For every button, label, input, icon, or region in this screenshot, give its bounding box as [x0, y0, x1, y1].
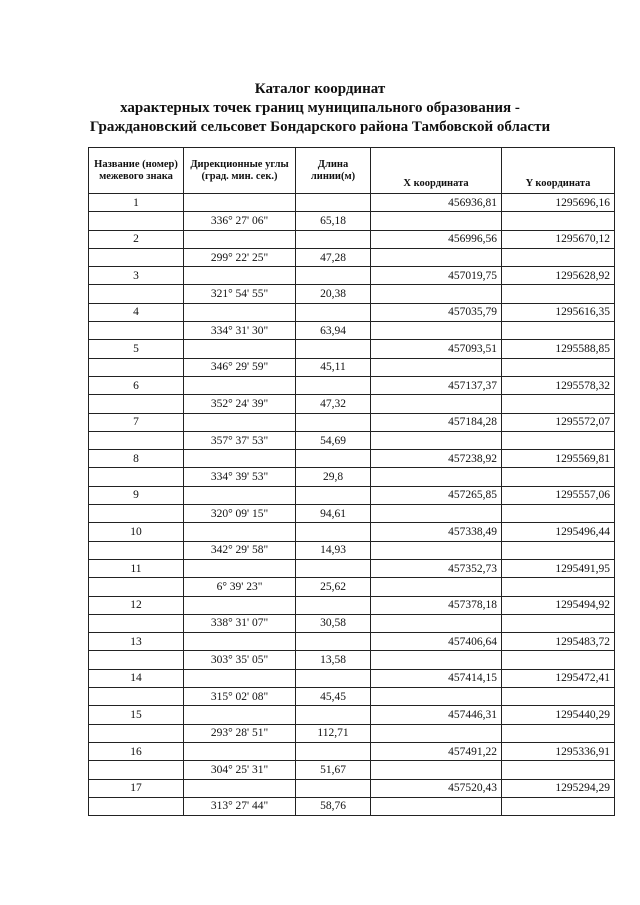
cell-direction-angle: 334° 39' 53" — [184, 468, 296, 486]
cell-x-coordinate — [371, 761, 502, 779]
cell-x-coordinate: 457520,43 — [371, 779, 502, 797]
table-row — [89, 212, 615, 230]
cell-direction-angle: 321° 54' 55" — [184, 285, 296, 303]
cell-direction-angle: 336° 27' 06" — [184, 212, 296, 230]
cell-y-coordinate — [502, 541, 615, 559]
cell-direction-angle — [184, 413, 296, 431]
header-angle: Дирекционные углы (град. мин. сек.) — [184, 148, 296, 194]
cell-marker-name — [89, 212, 184, 230]
title-line-1: Каталог координат — [254, 81, 386, 97]
cell-line-length — [296, 742, 371, 760]
table-row — [89, 248, 615, 266]
table-row — [89, 559, 615, 577]
cell-direction-angle — [184, 596, 296, 614]
cell-marker-name — [89, 688, 184, 706]
cell-y-coordinate — [502, 797, 615, 815]
cell-y-coordinate: 1295670,12 — [502, 230, 615, 248]
cell-y-coordinate — [502, 248, 615, 266]
cell-line-length: 20,38 — [296, 285, 371, 303]
cell-line-length — [296, 230, 371, 248]
cell-direction-angle — [184, 742, 296, 760]
cell-marker-name: 16 — [89, 742, 184, 760]
cell-y-coordinate — [502, 212, 615, 230]
cell-x-coordinate: 457137,37 — [371, 376, 502, 394]
table-row — [89, 340, 615, 358]
cell-direction-angle — [184, 303, 296, 321]
cell-marker-name: 3 — [89, 267, 184, 285]
cell-y-coordinate: 1295440,29 — [502, 706, 615, 724]
cell-line-length — [296, 633, 371, 651]
table-row — [89, 230, 615, 248]
table-row — [89, 450, 615, 468]
cell-y-coordinate — [502, 395, 615, 413]
cell-marker-name — [89, 761, 184, 779]
cell-x-coordinate — [371, 395, 502, 413]
coordinates-catalog-table — [88, 147, 615, 816]
table-row — [89, 468, 615, 486]
cell-line-length — [296, 413, 371, 431]
cell-x-coordinate: 457184,28 — [371, 413, 502, 431]
cell-line-length: 51,67 — [296, 761, 371, 779]
table-row — [89, 285, 615, 303]
cell-direction-angle — [184, 450, 296, 468]
cell-y-coordinate: 1295472,41 — [502, 669, 615, 687]
cell-marker-name: 8 — [89, 450, 184, 468]
cell-line-length — [296, 303, 371, 321]
cell-x-coordinate: 457446,31 — [371, 706, 502, 724]
table-row — [89, 596, 615, 614]
cell-line-length: 47,28 — [296, 248, 371, 266]
cell-direction-angle — [184, 194, 296, 212]
cell-y-coordinate: 1295588,85 — [502, 340, 615, 358]
cell-direction-angle — [184, 267, 296, 285]
cell-direction-angle: 293° 28' 51" — [184, 724, 296, 742]
cell-y-coordinate: 1295572,07 — [502, 413, 615, 431]
cell-y-coordinate — [502, 505, 615, 523]
cell-x-coordinate — [371, 248, 502, 266]
cell-marker-name — [89, 285, 184, 303]
cell-line-length — [296, 669, 371, 687]
cell-direction-angle — [184, 669, 296, 687]
cell-direction-angle: 338° 31' 07" — [184, 614, 296, 632]
table-row — [89, 523, 615, 541]
cell-line-length: 45,11 — [296, 358, 371, 376]
cell-y-coordinate — [502, 688, 615, 706]
cell-marker-name — [89, 614, 184, 632]
table-row — [89, 797, 615, 815]
cell-line-length: 14,93 — [296, 541, 371, 559]
cell-x-coordinate — [371, 541, 502, 559]
cell-x-coordinate — [371, 212, 502, 230]
cell-line-length: 63,94 — [296, 322, 371, 340]
title-line-2: характерных точек границ муниципального образования - — [120, 100, 520, 116]
cell-x-coordinate: 457352,73 — [371, 559, 502, 577]
table-row — [89, 706, 615, 724]
cell-x-coordinate: 457406,64 — [371, 633, 502, 651]
cell-line-length — [296, 450, 371, 468]
header-y-coordinate: Y координата — [502, 148, 615, 194]
cell-x-coordinate — [371, 285, 502, 303]
cell-x-coordinate — [371, 358, 502, 376]
cell-line-length: 25,62 — [296, 578, 371, 596]
cell-x-coordinate: 456996,56 — [371, 230, 502, 248]
cell-marker-name: 14 — [89, 669, 184, 687]
cell-marker-name: 17 — [89, 779, 184, 797]
table-row — [89, 614, 615, 632]
cell-marker-name: 2 — [89, 230, 184, 248]
cell-marker-name: 10 — [89, 523, 184, 541]
cell-marker-name — [89, 431, 184, 449]
document-title — [0, 80, 640, 137]
cell-marker-name — [89, 322, 184, 340]
cell-marker-name: 11 — [89, 559, 184, 577]
cell-x-coordinate — [371, 797, 502, 815]
header-name: Название (номер) межевого знака — [89, 148, 184, 194]
cell-x-coordinate: 457265,85 — [371, 486, 502, 504]
table-header-row — [89, 148, 615, 194]
cell-line-length: 54,69 — [296, 431, 371, 449]
cell-direction-angle: 342° 29' 58" — [184, 541, 296, 559]
cell-marker-name — [89, 797, 184, 815]
table-row — [89, 395, 615, 413]
cell-line-length: 45,45 — [296, 688, 371, 706]
cell-marker-name: 6 — [89, 376, 184, 394]
cell-marker-name — [89, 541, 184, 559]
table-row — [89, 322, 615, 340]
cell-x-coordinate: 456936,81 — [371, 194, 502, 212]
cell-marker-name — [89, 724, 184, 742]
cell-y-coordinate — [502, 761, 615, 779]
table-row — [89, 742, 615, 760]
cell-line-length — [296, 194, 371, 212]
cell-line-length: 30,58 — [296, 614, 371, 632]
cell-line-length: 94,61 — [296, 505, 371, 523]
table-row — [89, 358, 615, 376]
header-length: Длина линии(м) — [296, 148, 371, 194]
cell-line-length — [296, 706, 371, 724]
cell-x-coordinate: 457414,15 — [371, 669, 502, 687]
cell-line-length — [296, 376, 371, 394]
cell-direction-angle — [184, 559, 296, 577]
cell-direction-angle: 315° 02' 08" — [184, 688, 296, 706]
cell-direction-angle: 346° 29' 59" — [184, 358, 296, 376]
cell-line-length: 112,71 — [296, 724, 371, 742]
cell-y-coordinate: 1295578,32 — [502, 376, 615, 394]
cell-y-coordinate: 1295628,92 — [502, 267, 615, 285]
cell-x-coordinate — [371, 578, 502, 596]
cell-x-coordinate — [371, 651, 502, 669]
cell-marker-name — [89, 395, 184, 413]
table-row — [89, 486, 615, 504]
cell-marker-name — [89, 578, 184, 596]
cell-direction-angle: 299° 22' 25" — [184, 248, 296, 266]
cell-y-coordinate — [502, 431, 615, 449]
table-row — [89, 578, 615, 596]
table-row — [89, 505, 615, 523]
table-row — [89, 194, 615, 212]
cell-y-coordinate — [502, 285, 615, 303]
cell-line-length — [296, 523, 371, 541]
cell-direction-angle — [184, 340, 296, 358]
cell-y-coordinate — [502, 468, 615, 486]
cell-x-coordinate — [371, 322, 502, 340]
cell-direction-angle: 352° 24' 39" — [184, 395, 296, 413]
table-row — [89, 724, 615, 742]
cell-direction-angle — [184, 230, 296, 248]
cell-y-coordinate — [502, 322, 615, 340]
cell-y-coordinate: 1295494,92 — [502, 596, 615, 614]
cell-x-coordinate: 457035,79 — [371, 303, 502, 321]
cell-line-length: 65,18 — [296, 212, 371, 230]
table-row — [89, 376, 615, 394]
table-body — [89, 194, 615, 816]
cell-x-coordinate: 457093,51 — [371, 340, 502, 358]
cell-y-coordinate — [502, 651, 615, 669]
cell-direction-angle — [184, 779, 296, 797]
cell-line-length: 13,58 — [296, 651, 371, 669]
table-row — [89, 541, 615, 559]
cell-line-length — [296, 779, 371, 797]
cell-marker-name: 5 — [89, 340, 184, 358]
cell-x-coordinate — [371, 724, 502, 742]
table-row — [89, 413, 615, 431]
cell-x-coordinate — [371, 688, 502, 706]
cell-y-coordinate — [502, 614, 615, 632]
cell-line-length: 47,32 — [296, 395, 371, 413]
cell-direction-angle — [184, 486, 296, 504]
cell-marker-name: 15 — [89, 706, 184, 724]
cell-y-coordinate: 1295696,16 — [502, 194, 615, 212]
cell-marker-name — [89, 358, 184, 376]
cell-x-coordinate: 457491,22 — [371, 742, 502, 760]
cell-marker-name: 7 — [89, 413, 184, 431]
cell-y-coordinate — [502, 578, 615, 596]
cell-line-length — [296, 340, 371, 358]
cell-y-coordinate: 1295569,81 — [502, 450, 615, 468]
table-row — [89, 651, 615, 669]
cell-y-coordinate — [502, 358, 615, 376]
cell-direction-angle: 334° 31' 30" — [184, 322, 296, 340]
cell-marker-name: 1 — [89, 194, 184, 212]
cell-marker-name: 13 — [89, 633, 184, 651]
table-row — [89, 633, 615, 651]
cell-marker-name — [89, 505, 184, 523]
cell-y-coordinate: 1295491,95 — [502, 559, 615, 577]
cell-x-coordinate — [371, 505, 502, 523]
cell-x-coordinate — [371, 431, 502, 449]
table-row — [89, 688, 615, 706]
cell-marker-name — [89, 468, 184, 486]
cell-y-coordinate: 1295336,91 — [502, 742, 615, 760]
cell-line-length: 58,76 — [296, 797, 371, 815]
cell-line-length — [296, 267, 371, 285]
cell-direction-angle — [184, 376, 296, 394]
cell-y-coordinate: 1295294,29 — [502, 779, 615, 797]
cell-direction-angle: 313° 27' 44" — [184, 797, 296, 815]
cell-x-coordinate: 457338,49 — [371, 523, 502, 541]
cell-y-coordinate: 1295496,44 — [502, 523, 615, 541]
cell-x-coordinate: 457238,92 — [371, 450, 502, 468]
table-row — [89, 303, 615, 321]
cell-y-coordinate: 1295616,35 — [502, 303, 615, 321]
cell-y-coordinate: 1295557,06 — [502, 486, 615, 504]
cell-direction-angle: 6° 39' 23" — [184, 578, 296, 596]
table-row — [89, 669, 615, 687]
cell-line-length — [296, 596, 371, 614]
title-line-3: Граждановский сельсовет Бондарского района Тамбовской области — [89, 119, 551, 135]
cell-direction-angle: 303° 35' 05" — [184, 651, 296, 669]
cell-line-length — [296, 486, 371, 504]
cell-x-coordinate — [371, 614, 502, 632]
cell-x-coordinate — [371, 468, 502, 486]
cell-direction-angle — [184, 633, 296, 651]
cell-y-coordinate: 1295483,72 — [502, 633, 615, 651]
cell-marker-name: 12 — [89, 596, 184, 614]
cell-direction-angle: 357° 37' 53" — [184, 431, 296, 449]
cell-line-length — [296, 559, 371, 577]
cell-line-length: 29,8 — [296, 468, 371, 486]
header-x-coordinate: Х координата — [371, 148, 502, 194]
cell-marker-name: 4 — [89, 303, 184, 321]
table-row — [89, 431, 615, 449]
cell-x-coordinate: 457019,75 — [371, 267, 502, 285]
table-row — [89, 267, 615, 285]
cell-direction-angle — [184, 523, 296, 541]
cell-marker-name: 9 — [89, 486, 184, 504]
cell-direction-angle: 320° 09' 15" — [184, 505, 296, 523]
cell-marker-name — [89, 651, 184, 669]
cell-y-coordinate — [502, 724, 615, 742]
cell-direction-angle: 304° 25' 31" — [184, 761, 296, 779]
cell-direction-angle — [184, 706, 296, 724]
cell-marker-name — [89, 248, 184, 266]
table-row — [89, 779, 615, 797]
table-row — [89, 761, 615, 779]
cell-x-coordinate: 457378,18 — [371, 596, 502, 614]
